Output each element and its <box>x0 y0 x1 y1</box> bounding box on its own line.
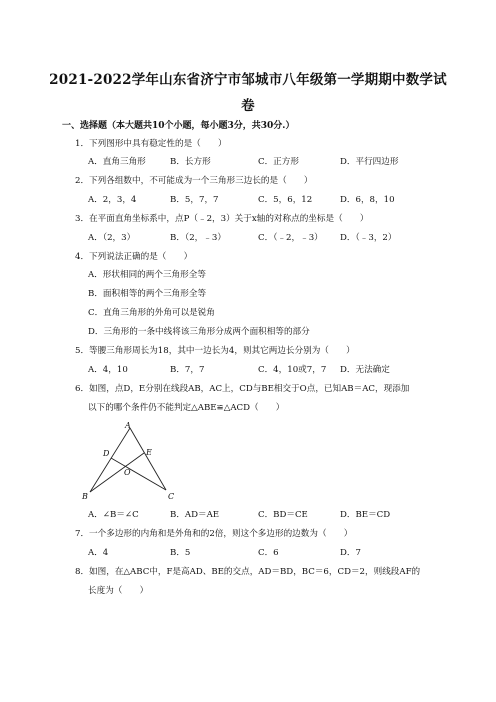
question-8-cont: 长度为（ ） <box>88 586 149 596</box>
q6-option-b: B．AD＝AE <box>170 510 220 520</box>
q3-option-b: B．（2，﹣3） <box>170 233 226 243</box>
label-a: A <box>125 422 131 430</box>
question-4: 4．下列说法正确的是（ ） <box>75 252 193 262</box>
q3-option-d: D．（﹣3，2） <box>340 233 397 243</box>
q4-option-c: C．直角三角形的外角可以是锐角 <box>88 308 215 318</box>
question-3: 3．在平面直角坐标系中，点P（﹣2，3）关于x轴的对称点的坐标是（ ） <box>75 214 369 224</box>
question-6-cont: 以下的哪个条件仍不能判定△ABE≌△ACD（ ） <box>88 403 285 413</box>
title-line-2: 卷 <box>241 98 255 114</box>
q5-option-a: A．4，10 <box>88 365 128 375</box>
q3-option-a: A．（2，3） <box>88 233 136 243</box>
question-2: 2．下列各组数中，不可能成为一个三角形三边长的是（ ） <box>75 176 313 186</box>
question-8: 8．如图，在△ABC中，F是高AD、BE的交点，AD＝BD，BC＝6，CD＝2，则线段AF的 <box>75 567 421 577</box>
question-6: 6．如图，点D，E分别在线段AB，AC上，CD与BE相交于O点，已知AB＝AC，现添加 <box>75 384 410 394</box>
q2-option-a: A．2，3，4 <box>88 195 137 205</box>
question-5: 5．等腰三角形周长为18，其中一边长为4，则其它两边长分别为（ ） <box>75 346 355 356</box>
section-heading: 一、选择题（本大题共10个小题，每小题3分，共30分.） <box>62 121 295 131</box>
q7-option-d: D．7 <box>340 548 361 558</box>
question-1: 1．下列图形中具有稳定性的是（ ） <box>75 139 227 149</box>
question-7: 7．一个多边形的内角和是外角和的2倍，则这个多边形的边数为（ ） <box>75 529 353 539</box>
q7-option-a: A．4 <box>88 548 109 558</box>
q6-option-a: A．∠B＝∠C <box>88 510 139 520</box>
q4-option-d: D．三角形的一条中线将该三角形分成两个面积相等的部分 <box>88 327 310 337</box>
q5-option-b: B．7，7 <box>170 365 205 375</box>
q1-option-d: D．平行四边形 <box>340 157 399 167</box>
q2-option-d: D．6，8，10 <box>340 195 395 205</box>
q6-option-d: D．BE＝CD <box>340 510 391 520</box>
q1-option-c: C．正方形 <box>258 157 299 167</box>
triangle-figure <box>80 422 180 504</box>
q7-option-c: C．6 <box>258 548 279 558</box>
q2-option-b: B．5，7，7 <box>170 195 219 205</box>
q3-option-c: C．（﹣2，﹣3） <box>258 233 323 243</box>
q7-option-b: B．5 <box>170 548 191 558</box>
title-line-1: 2021-2022学年山东省济宁市邹城市八年级第一学期期中数学试 <box>49 72 447 88</box>
q5-option-c: C．4，10或7，7 <box>258 365 327 375</box>
q4-option-a: A．形状相同的两个三角形全等 <box>88 270 206 280</box>
label-c: C <box>168 492 175 501</box>
label-b: B <box>82 492 88 501</box>
q1-option-a: A．直角三角形 <box>88 157 146 167</box>
label-d: D <box>103 449 110 458</box>
q5-option-d: D．无法确定 <box>340 365 390 375</box>
q6-option-c: C．BD＝CE <box>258 510 308 520</box>
q4-option-b: B．面积相等的两个三角形全等 <box>88 289 207 299</box>
q1-option-b: B．长方形 <box>170 157 211 167</box>
label-o: O <box>124 468 131 477</box>
q2-option-c: C．5，6，12 <box>258 195 313 205</box>
label-e: E <box>146 448 152 457</box>
